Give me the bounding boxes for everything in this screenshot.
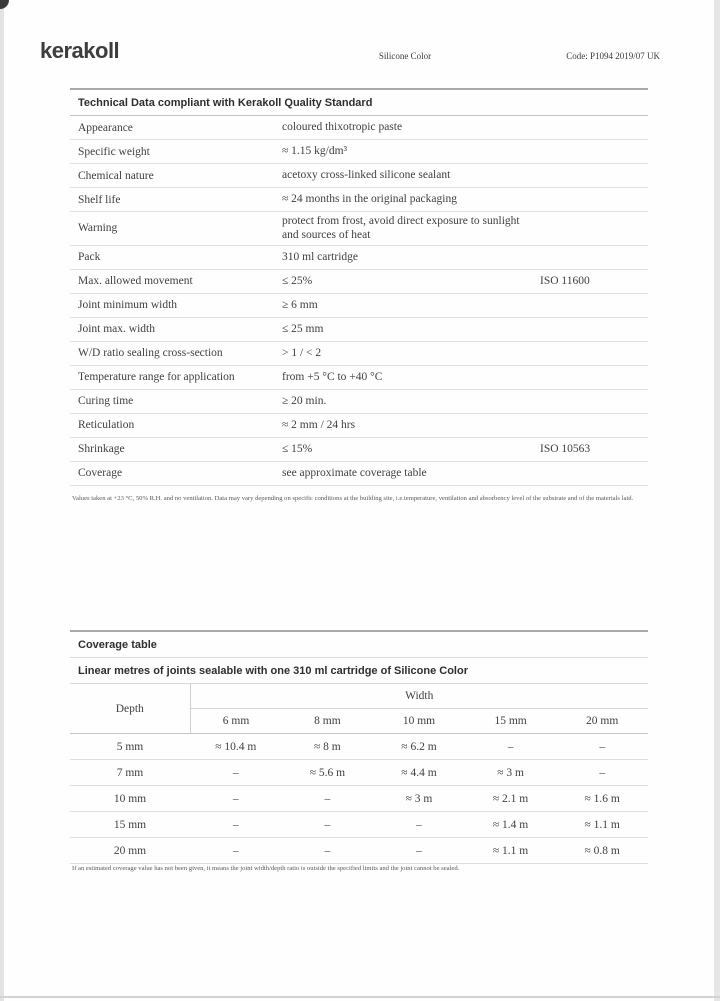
width-col-header: 8 mm [282,709,374,734]
row-value: ≤ 25% [282,275,313,288]
scan-edge-left [0,0,4,1001]
value-cell: ≈ 8 m [282,734,374,760]
coverage-row [70,838,648,864]
table-row [70,116,648,140]
coverage-row [70,734,648,760]
table-row [70,294,648,318]
table-row [70,246,648,270]
value-cell: – [190,812,282,838]
scan-edge-right [714,0,720,1001]
row-label: Warning [78,222,118,235]
width-col-header: 10 mm [373,709,465,734]
value-cell: ≈ 5.6 m [282,760,374,786]
row-label: Appearance [78,121,133,134]
technical-data-table [70,88,648,486]
value-cell: ≈ 0.8 m [556,838,648,864]
row-label: Shelf life [78,193,121,206]
table-row [70,140,648,164]
value-cell: – [282,838,374,864]
row-value: acetoxy cross-linked silicone sealant [282,169,451,182]
value-cell: – [556,760,648,786]
table-row [70,366,648,390]
value-cell: – [190,786,282,812]
value-cell: ≈ 1.6 m [556,786,648,812]
table-row [70,164,648,188]
table-row [70,414,648,438]
coverage-row [70,786,648,812]
coverage-header-row [70,684,648,709]
row-value: coloured thixotropic paste [282,121,403,134]
scan-edge-bottom [0,996,720,998]
row-value: ≤ 15% [282,443,313,456]
row-standard: ISO 10563 [540,443,591,456]
value-cell: ≈ 10.4 m [190,734,282,760]
row-value: ≤ 25 mm [282,323,324,336]
row-label: W/D ratio sealing cross-section [78,347,223,360]
width-col-header: 20 mm [556,709,648,734]
coverage-row [70,760,648,786]
depth-cell: 15 mm [70,812,190,838]
row-value: ≈ 1.15 kg/dm³ [282,145,348,158]
row-value: from +5 °C to +40 °C [282,371,383,384]
row-value: 310 ml cartridge [282,251,359,264]
value-cell: – [465,734,557,760]
row-value: see approximate coverage table [282,467,427,480]
coverage-footnote: If an estimated coverage value has not been given, it means the joint width/depth ratio is outside the specified limits and the joint cannot be sealed. [72,865,460,872]
row-label: Shrinkage [78,443,125,456]
width-header-cell: Width [190,684,648,709]
value-cell: – [373,812,465,838]
table-row [70,438,648,462]
value-cell: ≈ 2.1 m [465,786,557,812]
row-label: Reticulation [78,419,135,432]
table-row [70,462,648,486]
kerakoll-logo: kerakoll [40,38,120,63]
table-row [70,342,648,366]
row-label: Curing time [78,395,134,408]
technical-table-title: Technical Data compliant with Kerakoll Quality Standard [70,90,648,116]
row-label: Joint minimum width [78,299,178,312]
value-cell: – [190,760,282,786]
depth-cell: 7 mm [70,760,190,786]
depth-cell: 20 mm [70,838,190,864]
row-value: > 1 / < 2 [282,347,322,360]
value-cell: – [373,838,465,864]
depth-cell: 5 mm [70,734,190,760]
value-cell: ≈ 4.4 m [373,760,465,786]
coverage-title: Coverage table [70,632,648,658]
table-row [70,318,648,342]
depth-header-cell: Depth [70,684,190,734]
coverage-row [70,812,648,838]
row-label: Coverage [78,467,123,480]
row-label: Temperature range for application [78,371,235,384]
value-cell: – [282,812,374,838]
width-col-header: 6 mm [190,709,282,734]
document-title: Silicone Color [378,51,432,61]
coverage-grid [70,684,648,864]
row-value: ≥ 20 min. [282,395,327,408]
page-header [0,0,720,70]
table-row [70,270,648,294]
row-value: ≥ 6 mm [282,299,318,312]
technical-table-footnote: Values taken at +23 °C, 50% R.H. and no ventilation. Data may vary depending on specific conditions at the building site, i.e.temperature, ventilation and absorbency level of the substrate and of the materials laid. [72,495,634,502]
row-label: Pack [78,251,101,264]
value-cell: ≈ 3 m [465,760,557,786]
coverage-subtitle: Linear metres of joints sealable with one 310 ml cartridge of Silicone Color [70,658,648,684]
table-row [70,390,648,414]
value-cell: ≈ 1.1 m [556,812,648,838]
row-label: Specific weight [78,145,150,158]
row-value: protect from frost, avoid direct exposure to sunlight and sources of heat [282,215,520,242]
row-standard: ISO 11600 [540,275,590,288]
value-cell: ≈ 6.2 m [373,734,465,760]
document-code: Code: P1094 2019/07 UK [566,51,660,61]
value-cell: ≈ 1.1 m [465,838,557,864]
table-row [70,188,648,212]
row-label: Max. allowed movement [78,275,193,288]
row-value: ≈ 24 months in the original packaging [282,193,457,206]
row-value: ≈ 2 mm / 24 hrs [282,419,356,432]
value-cell: – [556,734,648,760]
value-cell: ≈ 1.4 m [465,812,557,838]
value-cell: ≈ 3 m [373,786,465,812]
table-row [70,212,648,246]
depth-cell: 10 mm [70,786,190,812]
row-label: Joint max. width [78,323,155,336]
value-cell: – [190,838,282,864]
value-cell: – [282,786,374,812]
width-col-header: 15 mm [465,709,557,734]
row-label: Chemical nature [78,169,154,182]
coverage-table-section [70,630,648,864]
